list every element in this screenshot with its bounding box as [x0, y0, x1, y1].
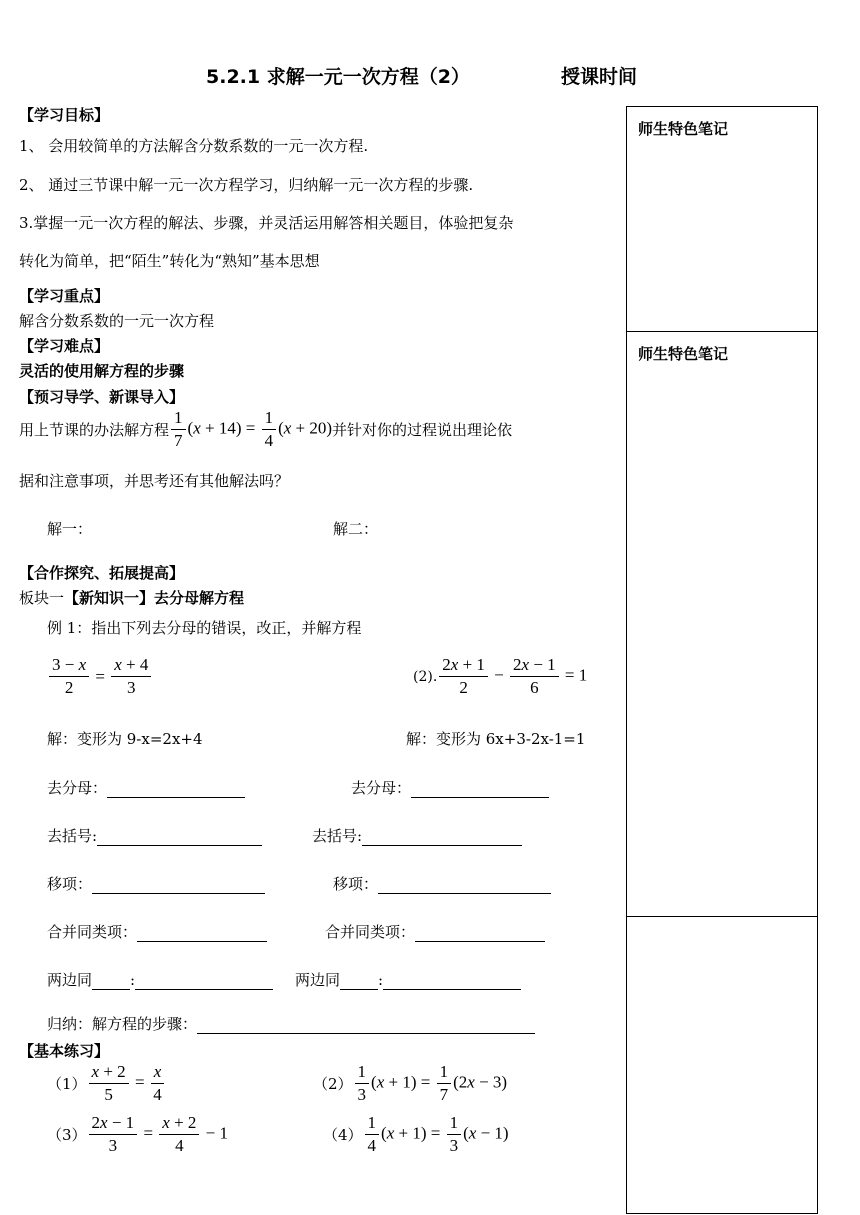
answer-blank[interactable] [107, 783, 245, 798]
block-prefix: 板块一 [19, 589, 65, 607]
focus-heading: 【学习重点】 [19, 287, 110, 305]
notes-label: 师生特色笔记 [638, 120, 729, 138]
step-label: 两边同 [295, 971, 341, 989]
goal-item-3-cont: 转化为简单，把“陌生”转化为“熟知”基本思想 [19, 252, 320, 270]
preview-problem [19, 408, 512, 451]
block-one-title [19, 587, 244, 608]
step-combine-terms [47, 921, 267, 942]
answer-blank[interactable] [415, 927, 545, 942]
colon: : [130, 971, 136, 989]
page-title: 5.2.1 求解一元一次方程（2） [206, 66, 470, 88]
answer-blank[interactable] [411, 783, 549, 798]
step-label: 移项： [333, 875, 379, 893]
goals-heading: 【学习目标】 [19, 106, 110, 124]
practice-label: （1） [47, 1075, 87, 1093]
class-time-label: 授课时间 [561, 66, 638, 88]
preview-prefix: 用上节课的办法解方程 [19, 421, 170, 439]
summary-steps [47, 1013, 535, 1034]
practice-label: （3） [47, 1126, 87, 1144]
difficulty-text: 灵活的使用解方程的步骤 [19, 362, 185, 380]
solution-one-label: 解一： [47, 520, 93, 538]
difficulty-heading: 【学习难点】 [19, 337, 110, 355]
step-label: 去括号: [47, 827, 98, 845]
preview-equation: $\frac{1}{7}$ (x + 14) = $\frac{1}{4}$ (x + 20) [169, 408, 332, 451]
practice-4: （4） $\frac{1}{4}$ (x + 1) = $\frac{1}{3}$ (x − 1) [323, 1113, 509, 1155]
answer-blank[interactable] [378, 879, 551, 894]
answer-blank[interactable] [340, 975, 378, 990]
preview-heading: 【预习导学、新课导入】 [19, 388, 185, 406]
step-label: 移项： [47, 875, 93, 893]
practice-1: （1） $\frac{x + 2}{5}$ = $\frac{x}{4}$ [47, 1062, 166, 1105]
step-combine-terms-2 [325, 921, 545, 942]
solution-two-label: 解二： [333, 520, 379, 538]
colon: : [378, 971, 384, 989]
step-divide-both-sides-2 [295, 969, 521, 990]
practice-3: （3） $\frac{2x - 1}{3}$ = $\frac{x + 2}{4}$ − 1 [47, 1113, 229, 1155]
block-title: 【新知识一】去分母解方程 [64, 589, 245, 607]
step-label: 去分母： [47, 779, 108, 797]
example-one: 例 1：指出下列去分母的错误，改正，并解方程 [47, 619, 362, 637]
practice-label: （2） [313, 1075, 353, 1093]
answer-blank[interactable] [383, 975, 521, 990]
answer-blank[interactable] [97, 831, 262, 846]
example-equation-2: (2). $\frac{2x + 1}{2}$ − $\frac{2x - 1}{6}$ = 1 [413, 655, 588, 697]
explore-heading: 【合作探究、拓展提高】 [19, 564, 185, 582]
goal-item-1: 1、 会用较简单的方法解含分数系数的一元一次方程. [19, 137, 369, 155]
equation-2-label: (2). [413, 668, 438, 685]
answer-blank[interactable] [362, 831, 522, 846]
focus-text: 解含分数系数的一元一次方程 [19, 312, 215, 330]
answer-blank[interactable] [92, 879, 265, 894]
notes-box-1 [626, 106, 818, 332]
step-divide-both-sides [47, 969, 273, 990]
answer-blank[interactable] [197, 1019, 535, 1034]
practice-heading: 【基本练习】 [19, 1042, 110, 1060]
goal-item-3: 3.掌握一元一次方程的解法、步骤，并灵活运用解答相关题目，体验把复杂 [19, 214, 514, 232]
step-label: 去括号: [312, 827, 363, 845]
summary-label: 归纳：解方程的步骤： [47, 1015, 198, 1033]
solution-right: 解：变形为 6x+3-2x-1=1 [406, 730, 586, 748]
step-label: 合并同类项： [325, 923, 416, 941]
preview-suffix: 并针对你的过程说出理论依 [332, 421, 513, 439]
answer-blank[interactable] [137, 927, 267, 942]
practice-label: （4） [323, 1126, 363, 1144]
solution-left: 解：变形为 9-x=2x+4 [47, 730, 203, 748]
step-label: 合并同类项： [47, 923, 138, 941]
step-label: 两边同 [47, 971, 93, 989]
step-label: 去分母： [351, 779, 412, 797]
notes-box-2 [626, 331, 818, 917]
preview-line2: 据和注意事项，并思考还有其他解法吗？ [19, 472, 290, 490]
goal-item-2: 2、 通过三节课中解一元一次方程学习，归纳解一元一次方程的步骤. [19, 176, 474, 194]
step-move-terms-2 [333, 873, 551, 894]
answer-blank[interactable] [92, 975, 130, 990]
practice-2: （2） $\frac{1}{3}$ (x + 1) = $\frac{1}{7}$ (2x − 3) [313, 1062, 508, 1104]
step-move-terms [47, 873, 265, 894]
answer-blank[interactable] [135, 975, 273, 990]
step-remove-denominator [47, 777, 245, 798]
step-remove-parentheses-2 [312, 825, 522, 846]
step-remove-parentheses [47, 825, 262, 846]
notes-box-3 [626, 916, 818, 1214]
notes-label: 师生特色笔记 [638, 345, 729, 363]
step-remove-denominator-2 [351, 777, 549, 798]
example-equation-1: $\frac{3 - x}{2}$ = $\frac{x + 4}{3}$ [47, 655, 153, 698]
